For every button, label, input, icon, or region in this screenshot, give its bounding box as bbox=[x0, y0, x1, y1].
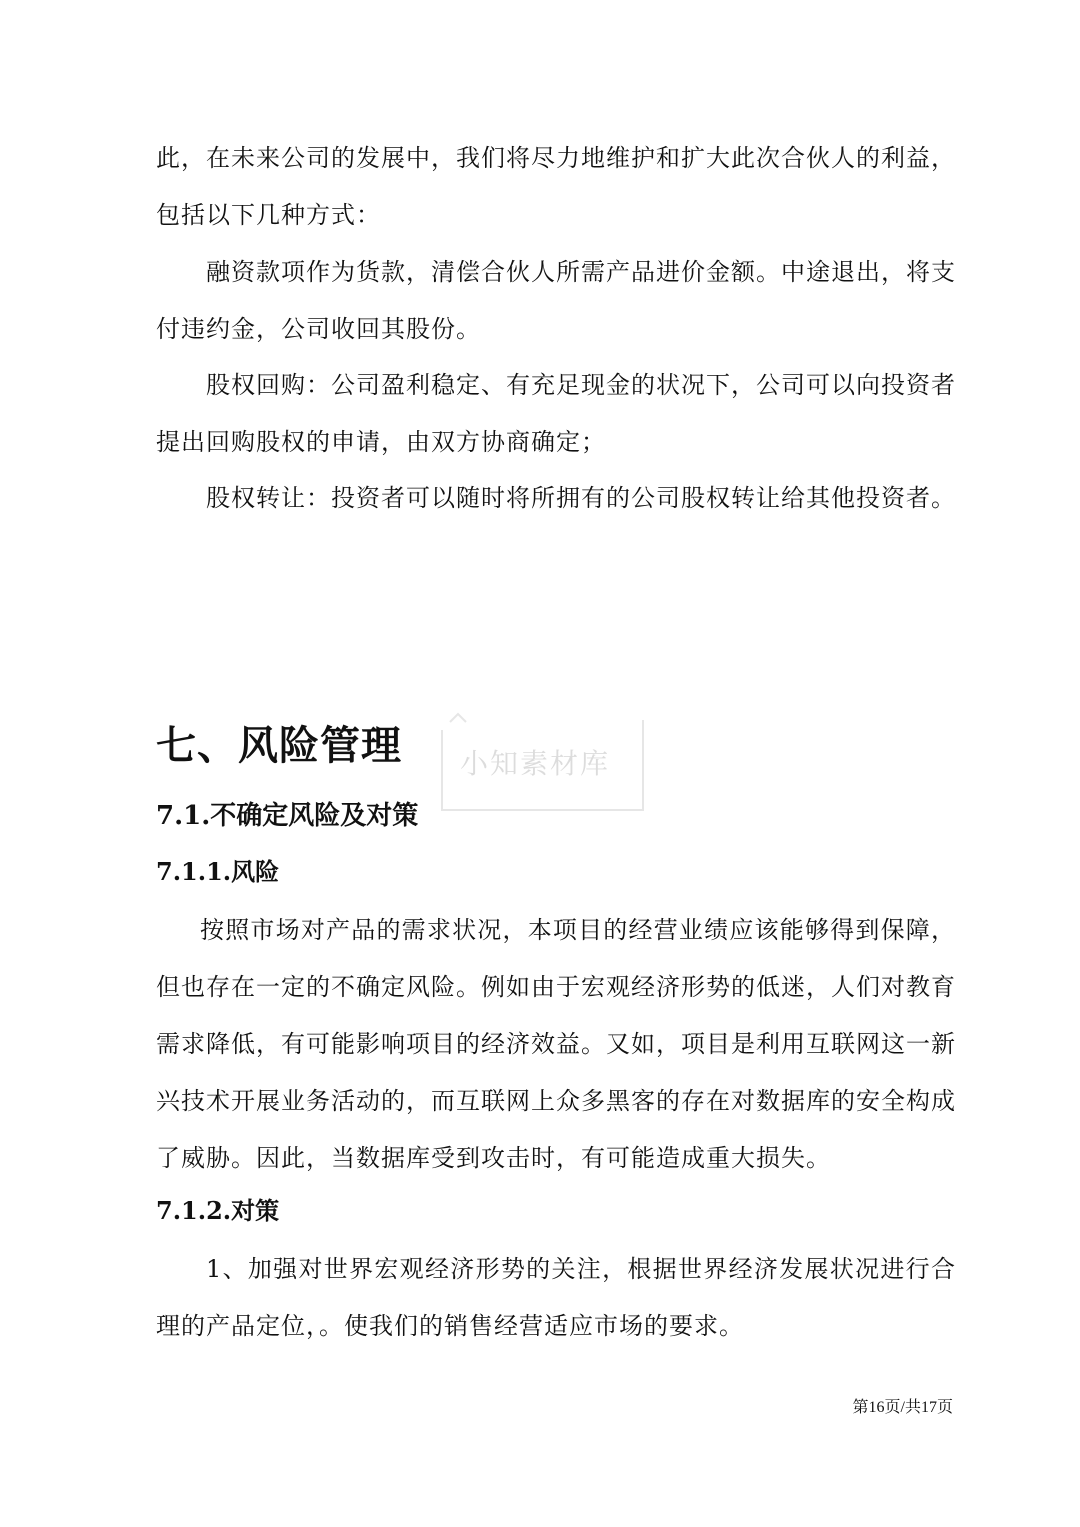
paragraph-equity-buyback: 股权回购：公司盈利稳定、有充足现金的状况下，公司可以向投资者提出回购股权的申请，由双方协商确定； bbox=[156, 371, 956, 456]
subsection-title: 7.1.不确定风险及对策 bbox=[156, 801, 419, 831]
paragraph-equity-transfer: 股权转让：投资者可以随时将所拥有的公司股权转让给其他投资者。 bbox=[206, 484, 956, 512]
page-number: 第16页/共17页 bbox=[852, 1399, 953, 1416]
paragraph-countermeasure: 1、加强对世界宏观经济形势的关注，根据世界经济发展状况进行合理的产品定位，。使我们的销售经营适应市场的要求。 bbox=[156, 1255, 956, 1340]
watermark-text: 小知素材库 bbox=[460, 747, 611, 780]
paragraph-risk: 按照市场对产品的需求状况，本项目的经营业绩应该能够得到保障，但也存在一定的不确定风险。例如由于宏观经济形势的低迷，人们对教育需求降低，有可能影响项目的经济效益。又如，项目是利用互联网这一新兴技术开展业务活动的，而互联网上众多黑客的存在对数据库的安全构成了威胁。因此，当数据库受到攻击时，有可能造成重大损失。 bbox=[156, 916, 956, 1172]
paragraph-partner-interests: 此，在未来公司的发展中，我们将尽力地维护和扩大此次合伙人的利益，包括以下几种方式： bbox=[156, 144, 956, 229]
watermark bbox=[440, 712, 645, 812]
paragraph-financing-repayment: 融资款项作为货款，清偿合伙人所需产品进价金额。中途退出，将支付违约金，公司收回其股份。 bbox=[156, 258, 956, 343]
countermeasure-heading: 7.1.2.对策 bbox=[156, 1196, 280, 1225]
section-title: 七、风险管理 bbox=[156, 723, 402, 769]
risk-heading: 7.1.1.风险 bbox=[156, 857, 280, 886]
